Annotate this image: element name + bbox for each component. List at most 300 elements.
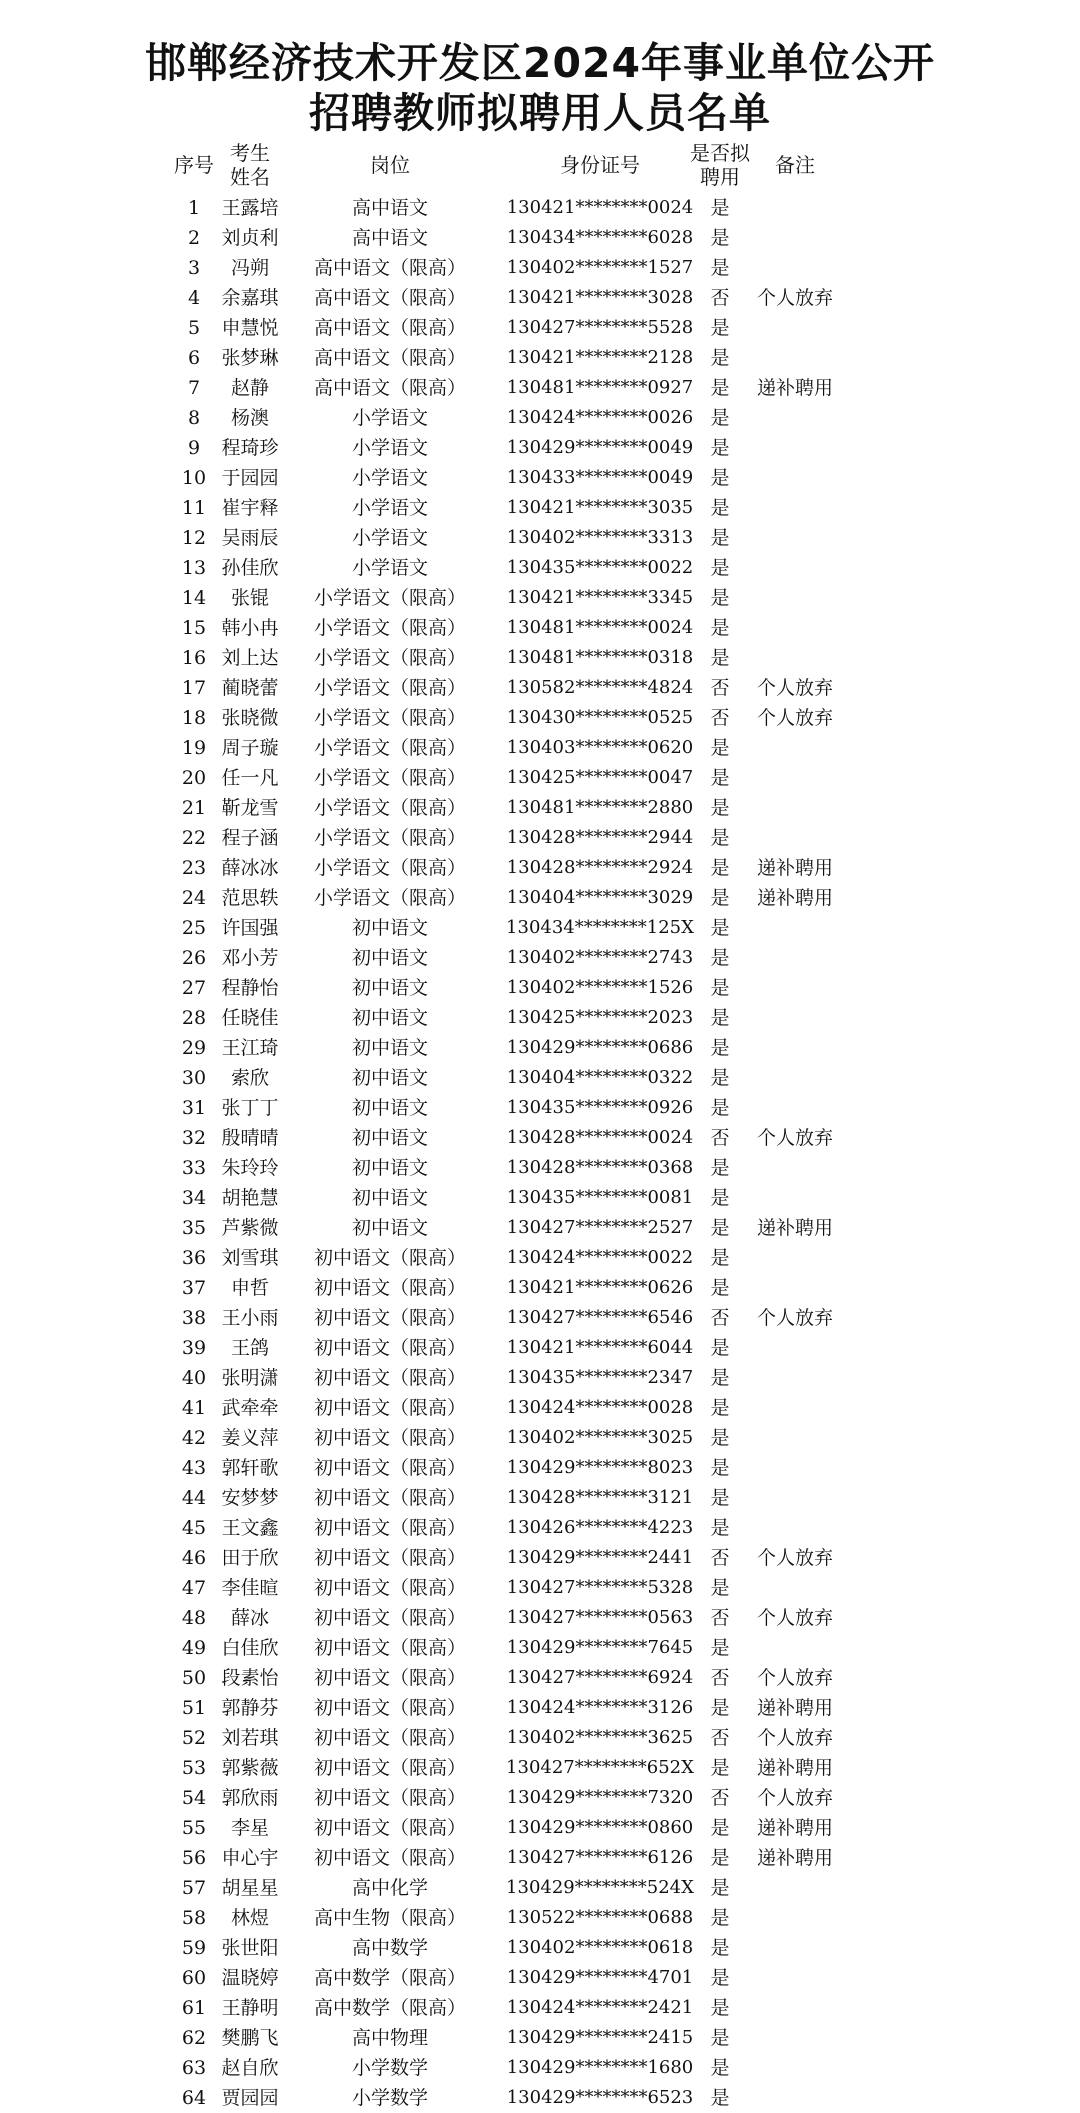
position: 小学语文（限高） [313, 797, 466, 819]
remark [745, 1963, 845, 1993]
id-number: 130404********3029 [506, 887, 694, 908]
position: 初中语文 [351, 917, 428, 939]
table-row [0, 1423, 1080, 1453]
row-number: 11 [181, 497, 207, 519]
table-row [0, 1453, 1080, 1483]
remark [745, 823, 845, 853]
id-number: 130424********2421 [506, 1997, 694, 2018]
id-number: 130434********125X [506, 917, 694, 938]
position: 初中语文（限高） [313, 1757, 466, 1779]
row-number: 53 [181, 1757, 207, 1779]
remark [745, 733, 845, 763]
row-number: 7 [187, 377, 201, 399]
row-number: 26 [181, 947, 207, 969]
remark [745, 1033, 845, 1063]
position: 初中语文 [351, 1097, 428, 1119]
id-number: 130429********8023 [506, 1457, 694, 1478]
hire-status: 是 [710, 1277, 730, 1299]
position: 初中语文（限高） [313, 1637, 466, 1659]
table-row [0, 1573, 1080, 1603]
id-number: 130429********0686 [506, 1037, 694, 1058]
id-number: 130435********0022 [506, 557, 694, 578]
position: 小学语文（限高） [313, 617, 466, 639]
id-number: 130429********7320 [506, 1787, 694, 1808]
position: 高中语文 [351, 197, 428, 219]
row-number: 18 [181, 707, 207, 729]
table-row [0, 1213, 1080, 1243]
remark [745, 1573, 845, 1603]
candidate-name: 王鸽 [230, 1337, 269, 1359]
hire-status: 是 [710, 437, 730, 459]
id-number: 130426********4223 [506, 1517, 694, 1538]
hire-status: 是 [710, 1577, 730, 1599]
table-row [0, 1273, 1080, 1303]
header-name [200, 140, 300, 190]
table-row [0, 703, 1080, 733]
hire-status: 是 [710, 2057, 730, 2079]
candidate-name: 郭欣雨 [221, 1787, 279, 1809]
candidate-name: 姜义萍 [221, 1427, 279, 1449]
id-number: 130481********0318 [506, 647, 694, 668]
table-row [0, 1843, 1080, 1873]
row-number: 35 [181, 1217, 207, 1239]
id-number: 130427********0563 [506, 1607, 694, 1628]
remark: 递补聘用 [756, 1217, 833, 1239]
remark [745, 2023, 845, 2053]
row-number: 34 [181, 1187, 207, 1209]
candidate-name: 张晓微 [221, 707, 279, 729]
table-row [0, 493, 1080, 523]
candidate-name: 段素怡 [221, 1667, 279, 1689]
hire-status: 是 [710, 737, 730, 759]
position: 小学语文（限高） [313, 647, 466, 669]
hire-status: 是 [710, 2087, 730, 2109]
table-row [0, 403, 1080, 433]
table-row [0, 1063, 1080, 1093]
hire-status: 是 [710, 887, 730, 909]
row-number: 22 [181, 827, 207, 849]
position: 初中语文（限高） [313, 1457, 466, 1479]
hire-status: 是 [710, 767, 730, 789]
candidate-name: 刘贞利 [221, 227, 279, 249]
candidate-name: 张明潇 [221, 1367, 279, 1389]
position: 初中语文（限高） [313, 1307, 466, 1329]
candidate-name: 程子涵 [221, 827, 279, 849]
id-number: 130522********0688 [506, 1907, 694, 1928]
hire-status: 是 [710, 557, 730, 579]
candidate-name: 张丁丁 [221, 1097, 279, 1119]
table-row [0, 1933, 1080, 1963]
hire-status: 是 [710, 407, 730, 429]
row-number: 39 [181, 1337, 207, 1359]
id-number: 130402********1527 [506, 257, 694, 278]
id-number: 130481********0024 [506, 617, 694, 638]
id-number: 130481********2880 [506, 797, 694, 818]
hire-status: 是 [710, 2027, 730, 2049]
remark: 递补聘用 [756, 1757, 833, 1779]
candidate-name: 孙佳欣 [221, 557, 279, 579]
table-row [0, 823, 1080, 853]
row-number: 64 [181, 2087, 207, 2109]
position: 初中语文（限高） [313, 1337, 466, 1359]
hire-status: 是 [710, 1337, 730, 1359]
row-number: 52 [181, 1727, 207, 1749]
remark [745, 493, 845, 523]
hire-status: 否 [710, 1607, 730, 1629]
remark [745, 523, 845, 553]
remark [745, 463, 845, 493]
hire-status: 是 [710, 1427, 730, 1449]
remark [745, 1393, 845, 1423]
candidate-name: 申心宇 [221, 1847, 279, 1869]
position: 高中语文（限高） [313, 287, 466, 309]
remark: 递补聘用 [756, 1697, 833, 1719]
table-row [0, 733, 1080, 763]
hire-status: 是 [710, 1877, 730, 1899]
row-number: 1 [187, 197, 201, 219]
remark [745, 1093, 845, 1123]
row-number: 42 [181, 1427, 207, 1449]
hire-status: 是 [710, 617, 730, 639]
remark: 个人放弃 [756, 1547, 833, 1569]
position: 小学语文（限高） [313, 857, 466, 879]
remark [745, 2053, 845, 2083]
position: 初中语文 [351, 1007, 428, 1029]
hire-status: 是 [710, 1157, 730, 1179]
remark: 个人放弃 [756, 1667, 833, 1689]
row-number: 47 [181, 1577, 207, 1599]
header-id: 身份证号 [560, 153, 640, 177]
table-row [0, 673, 1080, 703]
table-row [0, 433, 1080, 463]
table-row [0, 2053, 1080, 2083]
table-row [0, 1723, 1080, 1753]
hire-status: 是 [710, 977, 730, 999]
id-number: 130427********6546 [506, 1307, 694, 1328]
row-number: 20 [181, 767, 207, 789]
candidate-name: 王小雨 [221, 1307, 279, 1329]
id-number: 130429********0049 [506, 437, 694, 458]
candidate-name: 王江琦 [221, 1037, 279, 1059]
candidate-name: 殷晴晴 [221, 1127, 279, 1149]
candidate-name: 林煜 [230, 1907, 269, 1929]
remark [745, 943, 845, 973]
hire-status: 是 [710, 647, 730, 669]
hire-status: 是 [710, 1457, 730, 1479]
table-row [0, 913, 1080, 943]
row-number: 63 [181, 2057, 207, 2079]
candidate-name: 李佳暄 [221, 1577, 279, 1599]
hire-status: 是 [710, 1037, 730, 1059]
row-number: 8 [187, 407, 201, 429]
row-number: 5 [187, 317, 201, 339]
header-hire-line-1: 是否拟 [690, 141, 750, 165]
row-number: 43 [181, 1457, 207, 1479]
remark [745, 1873, 845, 1903]
remark [745, 1453, 845, 1483]
row-number: 4 [187, 287, 201, 309]
row-number: 24 [181, 887, 207, 909]
candidate-name: 程琦珍 [221, 437, 279, 459]
table-row [0, 523, 1080, 553]
candidate-name: 刘若琪 [221, 1727, 279, 1749]
id-number: 130429********0860 [506, 1817, 694, 1838]
id-number: 130428********2944 [506, 827, 694, 848]
id-number: 130402********3025 [506, 1427, 694, 1448]
hire-status: 是 [710, 1487, 730, 1509]
remark [745, 1633, 845, 1663]
hire-status: 是 [710, 1397, 730, 1419]
position: 初中语文（限高） [313, 1847, 466, 1869]
table-row [0, 1693, 1080, 1723]
row-number: 37 [181, 1277, 207, 1299]
id-number: 130402********3625 [506, 1727, 694, 1748]
table-row [0, 1783, 1080, 1813]
header-name-line-2: 姓名 [230, 165, 270, 189]
hire-status: 是 [710, 527, 730, 549]
row-number: 32 [181, 1127, 207, 1149]
row-number: 3 [187, 257, 201, 279]
position: 初中语文（限高） [313, 1517, 466, 1539]
hire-status: 是 [710, 1217, 730, 1239]
candidate-name: 赵静 [230, 377, 269, 399]
hire-status: 否 [710, 677, 730, 699]
candidate-name: 胡星星 [221, 1877, 279, 1899]
title-line-1: 邯郸经济技术开发区2024年事业单位公开 [144, 39, 936, 87]
candidate-name: 王文鑫 [221, 1517, 279, 1539]
row-number: 23 [181, 857, 207, 879]
table-row [0, 1543, 1080, 1573]
id-number: 130427********2527 [506, 1217, 694, 1238]
hire-status: 是 [710, 257, 730, 279]
table-row [0, 583, 1080, 613]
candidate-name: 郭静芬 [221, 1697, 279, 1719]
title-line-2: 招聘教师拟聘用人员名单 [309, 89, 771, 137]
row-number: 45 [181, 1517, 207, 1539]
candidate-name: 许国强 [221, 917, 279, 939]
row-number: 59 [181, 1937, 207, 1959]
table-row [0, 553, 1080, 583]
id-number: 130402********3313 [506, 527, 694, 548]
position: 小学语文（限高） [313, 887, 466, 909]
position: 初中语文（限高） [313, 1277, 466, 1299]
id-number: 130430********0525 [506, 707, 694, 728]
remark: 递补聘用 [756, 887, 833, 909]
candidate-name: 赵自欣 [221, 2057, 279, 2079]
hire-status: 是 [710, 467, 730, 489]
id-number: 130434********6028 [506, 227, 694, 248]
table-row [0, 463, 1080, 493]
remark [745, 1483, 845, 1513]
position: 高中物理 [351, 2027, 428, 2049]
position: 初中语文（限高） [313, 1607, 466, 1629]
table-row [0, 943, 1080, 973]
position: 初中语文（限高） [313, 1667, 466, 1689]
id-number: 130429********6523 [506, 2087, 694, 2108]
row-number: 16 [181, 647, 207, 669]
id-number: 130428********0024 [506, 1127, 694, 1148]
row-number: 27 [181, 977, 207, 999]
position: 初中语文 [351, 947, 428, 969]
hire-status: 否 [710, 1547, 730, 1569]
table-row [0, 1873, 1080, 1903]
id-number: 130429********4701 [506, 1967, 694, 1988]
id-number: 130427********6126 [506, 1847, 694, 1868]
position: 小学语文 [351, 557, 428, 579]
remark: 个人放弃 [756, 1727, 833, 1749]
position: 高中数学（限高） [313, 1997, 466, 2019]
hire-status: 是 [710, 1067, 730, 1089]
row-number: 48 [181, 1607, 207, 1629]
candidate-name: 张锟 [230, 587, 269, 609]
position: 小学语文 [351, 497, 428, 519]
id-number: 130427********652X [506, 1757, 694, 1778]
hire-status: 是 [710, 197, 730, 219]
candidate-name: 程静怡 [221, 977, 279, 999]
row-number: 56 [181, 1847, 207, 1869]
candidate-name: 杨澳 [230, 407, 269, 429]
candidate-name: 李星 [230, 1817, 269, 1839]
remark: 递补聘用 [756, 1817, 833, 1839]
hire-status: 是 [710, 1247, 730, 1269]
candidate-name: 薛冰 [230, 1607, 269, 1629]
candidate-name: 张世阳 [221, 1937, 279, 1959]
remark [745, 613, 845, 643]
table-row [0, 193, 1080, 223]
candidate-name: 白佳欣 [221, 1637, 279, 1659]
position: 小学语文 [351, 437, 428, 459]
remark [745, 1423, 845, 1453]
remark [745, 403, 845, 433]
position: 初中语文（限高） [313, 1547, 466, 1569]
position: 高中数学（限高） [313, 1967, 466, 1989]
position: 小学数学 [351, 2057, 428, 2079]
candidate-name: 周子璇 [221, 737, 279, 759]
row-number: 12 [181, 527, 207, 549]
hire-status: 是 [710, 1007, 730, 1029]
candidate-name: 王静明 [221, 1997, 279, 2019]
id-number: 130429********2441 [506, 1547, 694, 1568]
position: 小学语文（限高） [313, 737, 466, 759]
row-number: 14 [181, 587, 207, 609]
candidate-name: 胡艳慧 [221, 1187, 279, 1209]
remark [745, 313, 845, 343]
candidate-name: 于园园 [221, 467, 279, 489]
position: 初中语文 [351, 1217, 428, 1239]
position: 初中语文 [351, 1187, 428, 1209]
hire-status: 是 [710, 1757, 730, 1779]
position: 初中语文（限高） [313, 1487, 466, 1509]
position: 高中语文（限高） [313, 257, 466, 279]
position: 高中数学 [351, 1937, 428, 1959]
table-row [0, 343, 1080, 373]
position: 高中语文（限高） [313, 347, 466, 369]
position: 初中语文 [351, 1067, 428, 1089]
table-row [0, 1363, 1080, 1393]
candidate-name: 申哲 [230, 1277, 269, 1299]
remark [745, 1993, 845, 2023]
hire-status: 是 [710, 1187, 730, 1209]
table-row [0, 643, 1080, 673]
remark [745, 1273, 845, 1303]
id-number: 130402********1526 [506, 977, 694, 998]
candidate-name: 韩小冉 [221, 617, 279, 639]
candidate-name: 靳龙雪 [221, 797, 279, 819]
table-row [0, 1513, 1080, 1543]
hire-status: 否 [710, 707, 730, 729]
row-number: 60 [181, 1967, 207, 1989]
table-row [0, 1663, 1080, 1693]
remark [745, 1513, 845, 1543]
row-number: 17 [181, 677, 207, 699]
remark [745, 793, 845, 823]
remark [745, 763, 845, 793]
table-row [0, 2083, 1080, 2113]
table-row [0, 1963, 1080, 1993]
id-number: 130402********0618 [506, 1937, 694, 1958]
row-number: 25 [181, 917, 207, 939]
id-number: 130435********0926 [506, 1097, 694, 1118]
position: 初中语文 [351, 1037, 428, 1059]
table-row [0, 1333, 1080, 1363]
remark: 个人放弃 [756, 1607, 833, 1629]
hire-status: 是 [710, 347, 730, 369]
row-number: 40 [181, 1367, 207, 1389]
candidate-name: 郭紫薇 [221, 1757, 279, 1779]
id-number: 130402********2743 [506, 947, 694, 968]
row-number: 61 [181, 1997, 207, 2019]
remark [745, 1933, 845, 1963]
remark: 个人放弃 [756, 677, 833, 699]
id-number: 130433********0049 [506, 467, 694, 488]
hire-status: 是 [710, 1997, 730, 2019]
candidate-name: 温晓婷 [221, 1967, 279, 1989]
position: 高中生物（限高） [313, 1907, 466, 1929]
position: 小学语文 [351, 527, 428, 549]
hire-status: 否 [710, 1127, 730, 1149]
position: 小学语文（限高） [313, 677, 466, 699]
candidate-name: 余嘉琪 [221, 287, 279, 309]
table-row [0, 1483, 1080, 1513]
remark [745, 433, 845, 463]
candidate-name: 贾园园 [221, 2087, 279, 2109]
row-number: 29 [181, 1037, 207, 1059]
row-number: 33 [181, 1157, 207, 1179]
remark [745, 553, 845, 583]
remark: 个人放弃 [756, 1127, 833, 1149]
candidate-name: 邓小芳 [221, 947, 279, 969]
hire-status: 是 [710, 1907, 730, 1929]
id-number: 130421********0024 [506, 197, 694, 218]
hire-status: 否 [710, 1307, 730, 1329]
row-number: 44 [181, 1487, 207, 1509]
remark: 个人放弃 [756, 707, 833, 729]
position: 小学语文（限高） [313, 707, 466, 729]
candidate-name: 张梦琳 [221, 347, 279, 369]
hire-status: 是 [710, 497, 730, 519]
hire-status: 是 [710, 1517, 730, 1539]
table-row [0, 313, 1080, 343]
row-number: 36 [181, 1247, 207, 1269]
remark: 个人放弃 [756, 1307, 833, 1329]
candidate-name: 任一凡 [221, 767, 279, 789]
hire-status: 是 [710, 1697, 730, 1719]
id-number: 130421********3035 [506, 497, 694, 518]
hire-status: 是 [710, 1967, 730, 1989]
id-number: 130421********6044 [506, 1337, 694, 1358]
candidate-name: 安梦梦 [221, 1487, 279, 1509]
row-number: 2 [187, 227, 201, 249]
